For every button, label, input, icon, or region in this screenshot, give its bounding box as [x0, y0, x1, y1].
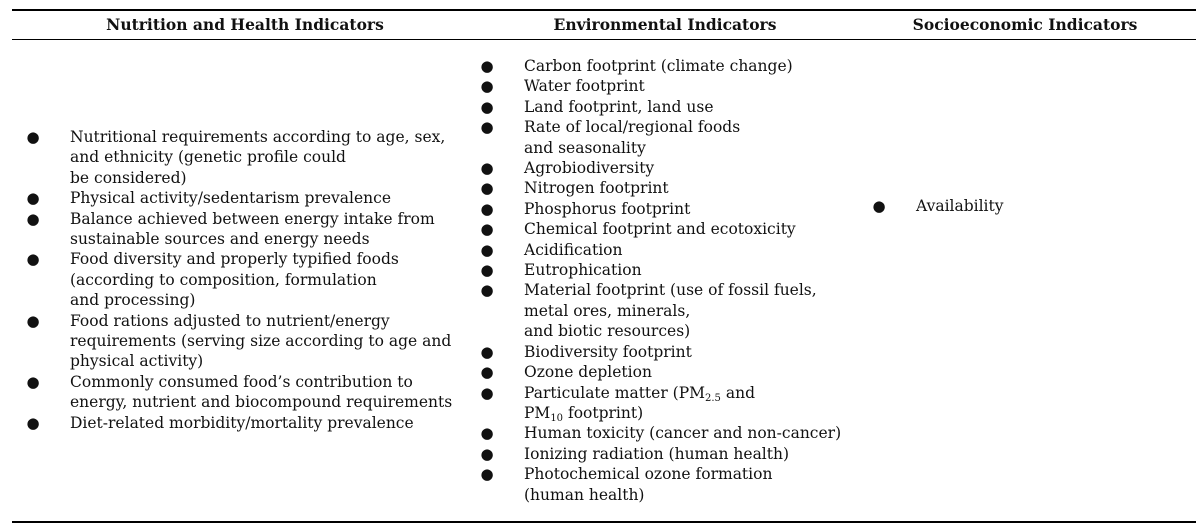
text-fragment: footprint) — [563, 403, 644, 422]
bullet-icon: ● — [480, 281, 494, 300]
table-bottom-rule — [12, 521, 1196, 523]
list-item — [24, 311, 464, 372]
list-item-text: Availability — [916, 197, 1004, 215]
nutrition-list — [24, 127, 464, 433]
list-item-text: Balance achieved between energy intake from — [70, 209, 435, 228]
list-item-text: Carbon footprint (climate change) — [524, 57, 793, 75]
list-item-text: Commonly consumed food’s contribution to — [70, 372, 413, 391]
bullet-icon: ● — [26, 250, 40, 269]
list-item-text: metal ores, minerals, — [524, 301, 691, 320]
list-item — [24, 249, 464, 310]
list-item-text: and processing) — [70, 291, 196, 310]
list-item — [478, 260, 858, 280]
list-item-particulate-matter — [478, 383, 858, 424]
list-item — [24, 188, 464, 208]
bullet-icon: ● — [480, 57, 494, 75]
list-item-text: Food rations adjusted to nutrient/energy — [70, 311, 390, 330]
list-item — [24, 209, 464, 250]
list-item — [478, 362, 858, 382]
list-item-text: Food diversity and properly typified foods — [70, 250, 399, 269]
bullet-icon: ● — [26, 311, 40, 330]
text-fragment: PM — [524, 403, 551, 422]
list-item — [478, 76, 858, 96]
list-item-text: requirements (serving size according to age and — [70, 332, 452, 351]
list-item-text — [524, 383, 858, 403]
list-item-text: Ozone depletion — [524, 363, 652, 382]
list-item — [478, 444, 858, 464]
bullet-icon: ● — [26, 128, 40, 146]
text-fragment: and — [720, 383, 755, 402]
list-item-text: physical activity) — [70, 352, 204, 371]
bullet-icon: ● — [480, 118, 494, 137]
bullet-icon: ● — [480, 77, 494, 96]
list-item-text: Phosphorus footprint — [524, 199, 691, 218]
bullet-icon: ● — [480, 220, 494, 239]
list-item-text: Diet-related morbidity/mortality prevalence — [70, 413, 414, 432]
list-item — [478, 219, 858, 239]
list-item — [478, 97, 858, 117]
list-item-text: and seasonality — [524, 138, 646, 157]
list-item-text: Nutritional requirements according to age, sex, — [70, 128, 446, 146]
list-item-text: (human health) — [524, 485, 645, 504]
list-item — [478, 280, 858, 341]
bullet-icon: ● — [480, 97, 494, 116]
list-item-text — [524, 403, 858, 423]
bullet-icon: ● — [26, 372, 40, 391]
list-item-text: Ionizing radiation (human health) — [524, 444, 790, 463]
header-socioeconomic: Socioeconomic Indicators — [912, 15, 1138, 34]
list-item-text: Rate of local/regional foods — [524, 118, 741, 137]
bullet-icon: ● — [480, 383, 494, 402]
list-item-text: Water footprint — [524, 77, 645, 96]
list-item — [478, 240, 858, 260]
bullet-icon: ● — [480, 444, 494, 463]
list-item-text: and biotic resources) — [524, 322, 691, 341]
bullet-icon: ● — [480, 424, 494, 443]
text-fragment: Particulate matter (PM — [524, 383, 706, 402]
subscript: 2.5 — [705, 392, 721, 404]
bullet-icon: ● — [872, 197, 886, 215]
bullet-icon: ● — [480, 465, 494, 484]
list-item-text: (according to composition, formulation — [70, 270, 377, 289]
list-item-text: Acidification — [524, 240, 623, 259]
list-item — [478, 199, 858, 219]
bullet-icon: ● — [480, 199, 494, 218]
list-item-text: Chemical footprint and ecotoxicity — [524, 220, 796, 239]
list-item — [478, 178, 858, 198]
environmental-column — [478, 56, 858, 505]
list-item — [478, 464, 858, 505]
socioeconomic-column — [870, 196, 1190, 216]
list-item-text: sustainable sources and energy needs — [70, 230, 370, 249]
list-item — [870, 196, 1190, 216]
list-item — [24, 127, 464, 188]
bullet-icon: ● — [26, 209, 40, 228]
list-item — [478, 342, 858, 362]
table-header-rule — [12, 39, 1196, 40]
list-item-text: Nitrogen footprint — [524, 179, 669, 198]
list-item — [478, 158, 858, 178]
bullet-icon: ● — [26, 189, 40, 208]
nutrition-column — [24, 127, 464, 433]
environmental-list — [478, 56, 858, 505]
bullet-icon: ● — [480, 159, 494, 178]
bullet-icon: ● — [480, 240, 494, 259]
bullet-icon: ● — [480, 261, 494, 280]
list-item-text: Physical activity/sedentarism prevalence — [70, 189, 392, 208]
bullet-icon: ● — [26, 413, 40, 432]
header-nutrition: Nutrition and Health Indicators — [106, 15, 384, 34]
bullet-icon: ● — [480, 179, 494, 198]
list-item-text: Land footprint, land use — [524, 97, 714, 116]
list-item-text: Material footprint (use of fossil fuels, — [524, 281, 817, 300]
list-item-text: energy, nutrient and biocompound requirements — [70, 393, 453, 412]
list-item — [24, 372, 464, 413]
list-item-text: Photochemical ozone formation — [524, 465, 773, 484]
list-item-text: Eutrophication — [524, 261, 642, 280]
list-item — [478, 423, 858, 443]
bullet-icon: ● — [480, 363, 494, 382]
list-item-text: Biodiversity footprint — [524, 342, 692, 361]
list-item-text: and ethnicity (genetic profile could — [70, 148, 346, 167]
bullet-icon: ● — [480, 342, 494, 361]
list-item — [478, 56, 858, 76]
subscript: 10 — [550, 412, 564, 424]
list-item-text: be considered) — [70, 168, 187, 187]
table-top-rule — [12, 9, 1196, 11]
list-item-text: Human toxicity (cancer and non-cancer) — [524, 424, 842, 443]
list-item-text: Agrobiodiversity — [524, 159, 655, 178]
socioeconomic-list — [870, 196, 1190, 216]
list-item — [478, 117, 858, 158]
list-item — [24, 413, 464, 433]
header-environmental: Environmental Indicators — [553, 15, 777, 34]
